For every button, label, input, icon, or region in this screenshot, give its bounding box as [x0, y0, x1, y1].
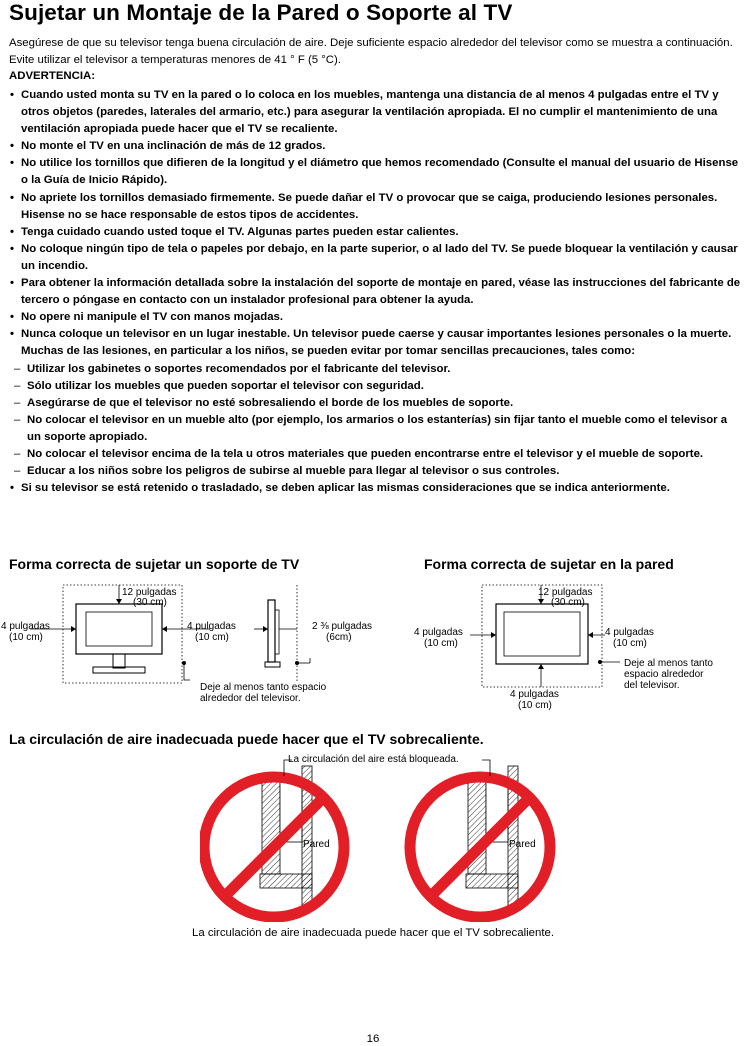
- wall-note-line1: Deje al menos tanto: [624, 658, 713, 669]
- wall-note-line2: espacio alrededor: [624, 669, 704, 680]
- wall-section-heading: Forma correcta de sujetar en la pared: [424, 556, 674, 572]
- warning-item: • Tenga cuidado cuando usted toque el TV. Algunas partes pueden estar calientes.: [9, 224, 742, 241]
- wall-label-right: Pared: [509, 839, 536, 850]
- wall-left-label: 4 pulgadas: [414, 627, 463, 638]
- warning-item: • Nunca coloque un televisor en un lugar inestable. Un televisor puede caerse y causar importantes lesiones personales o la muerte. Muchas de las lesiones, en particular a los niños, se pueden evitar por tomar sencillas precauciones, tales como:: [9, 326, 742, 360]
- intro-paragraph: Asegúrese de que su televisor tenga buena circulación de aire. Deje suficiente espacio alrededor del televisor como se muestra a continuación. Evite utilizar el televisor a temperaturas menores de 41 ° F (5 °C).: [9, 37, 733, 66]
- precaution-item: – No colocar el televisor en un mueble alto (por ejemplo, los armarios o los estanterías) sin fijar tanto el mueble como el televisor a un soporte apropiado.: [9, 412, 742, 446]
- air-section-heading: La circulación de aire inadecuada puede hacer que el TV sobrecaliente.: [9, 731, 484, 747]
- stand-side-label-metric: (6cm): [326, 632, 352, 643]
- stand-right-label-metric: (10 cm): [195, 632, 229, 643]
- warning-item: • No coloque ningún tipo de tela o papeles por debajo, en la parte superior, o al lado del TV. Se puede bloquear la ventilación y causar un incendio.: [9, 241, 742, 275]
- air-blocked-label: La circulación del aire está bloqueada.: [288, 754, 459, 765]
- warning-item: • No opere ni manipule el TV con manos mojadas.: [9, 309, 742, 326]
- page-number: 16: [366, 1033, 380, 1045]
- air-caption: La circulación de aire inadecuada puede hacer que el TV sobrecaliente.: [191, 927, 554, 939]
- wall-left-label-metric: (10 cm): [424, 638, 458, 649]
- stand-section-heading: Forma correcta de sujetar un soporte de TV: [9, 556, 300, 572]
- precaution-item: – Utilizar los gabinetes o soportes recomendados por el fabricante del televisor.: [9, 361, 742, 378]
- stand-note-line1: Deje al menos tanto espacio: [200, 682, 327, 693]
- precaution-item: – Sólo utilizar los muebles que pueden soportar el televisor con seguridad.: [9, 378, 742, 395]
- stand-top-label-metric: (30 cm): [133, 597, 167, 608]
- warning-item: • No utilice los tornillos que difieren de la longitud y el diámetro que hemos recomendado (Consulte el manual del usuario de Hisense o la Guía de Inicio Rápido).: [9, 155, 742, 189]
- stand-left-label: 4 pulgadas: [1, 621, 50, 632]
- blocked-air-graphic: [200, 752, 560, 922]
- stand-note-line2: alrededor del televisor.: [200, 693, 301, 704]
- stand-side-label: 2 ⅜ pulgadas: [312, 621, 373, 632]
- wall-label-left: Pared: [303, 839, 330, 850]
- wall-top-label: 12 pulgadas: [538, 587, 593, 598]
- wall-clearance-diagram: [400, 580, 746, 720]
- precaution-item: – Educar a los niños sobre los peligros de subirse al mueble para llegar al televisor o sus controles.: [9, 463, 742, 480]
- wall-note-line3: del televisor.: [624, 680, 680, 691]
- stand-left-label-metric: (10 cm): [9, 632, 43, 643]
- warning-list: [9, 87, 742, 497]
- warning-item: • Para obtener la información detallada sobre la instalación del soporte de montaje en pared, véase las instrucciones del fabricante de tercero o póngase en contacto con un instalador profesional para obtener la ayuda.: [9, 275, 742, 309]
- stand-top-label: 12 pulgadas: [122, 587, 177, 598]
- warning-item: • Cuando usted monta su TV en la pared o lo coloca en los muebles, mantenga una distancia de al menos 4 pulgadas entre el TV y otros objetos (paredes, laterales del armario, etc.) para asegurar la ventilación apropiada. El no cumplir el mantenimiento de una ventilación apropiada puede hacer que el TV se recaliente.: [9, 87, 742, 138]
- warning-heading: ADVERTENCIA:: [9, 70, 96, 82]
- warning-item: • No apriete los tornillos demasiado firmemente. Se puede dañar el TV o provocar que se caiga, produciendo lesiones personales. Hisense no se hace responsable de estos tipos de accidentes.: [9, 190, 742, 224]
- precaution-item: – No colocar el televisor encima de la tela u otros materiales que pueden encontrarse entre el televisor y el mueble de soporte.: [9, 446, 742, 463]
- warning-item: • Si su televisor se está retenido o trasladado, se deben aplicar las mismas consideraciones que se indica anteriormente.: [9, 480, 742, 497]
- page-title: Sujetar un Montaje de la Pared o Soporte al TV: [9, 0, 513, 25]
- stand-clearance-diagram: [0, 580, 400, 710]
- wall-right-label-metric: (10 cm): [613, 638, 647, 649]
- wall-right-label: 4 pulgadas: [605, 627, 654, 638]
- stand-right-label: 4 pulgadas: [187, 621, 236, 632]
- wall-top-label-metric: (30 cm): [551, 597, 585, 608]
- wall-bottom-label: 4 pulgadas: [510, 689, 559, 700]
- warning-item: • No monte el TV en una inclinación de más de 12 grados.: [9, 138, 742, 155]
- blocked-air-diagram: [200, 752, 560, 922]
- wall-bottom-label-metric: (10 cm): [518, 700, 552, 711]
- precaution-item: – Asegúrarse de que el televisor no esté sobresaliendo el borde de los muebles de soporte.: [9, 395, 742, 412]
